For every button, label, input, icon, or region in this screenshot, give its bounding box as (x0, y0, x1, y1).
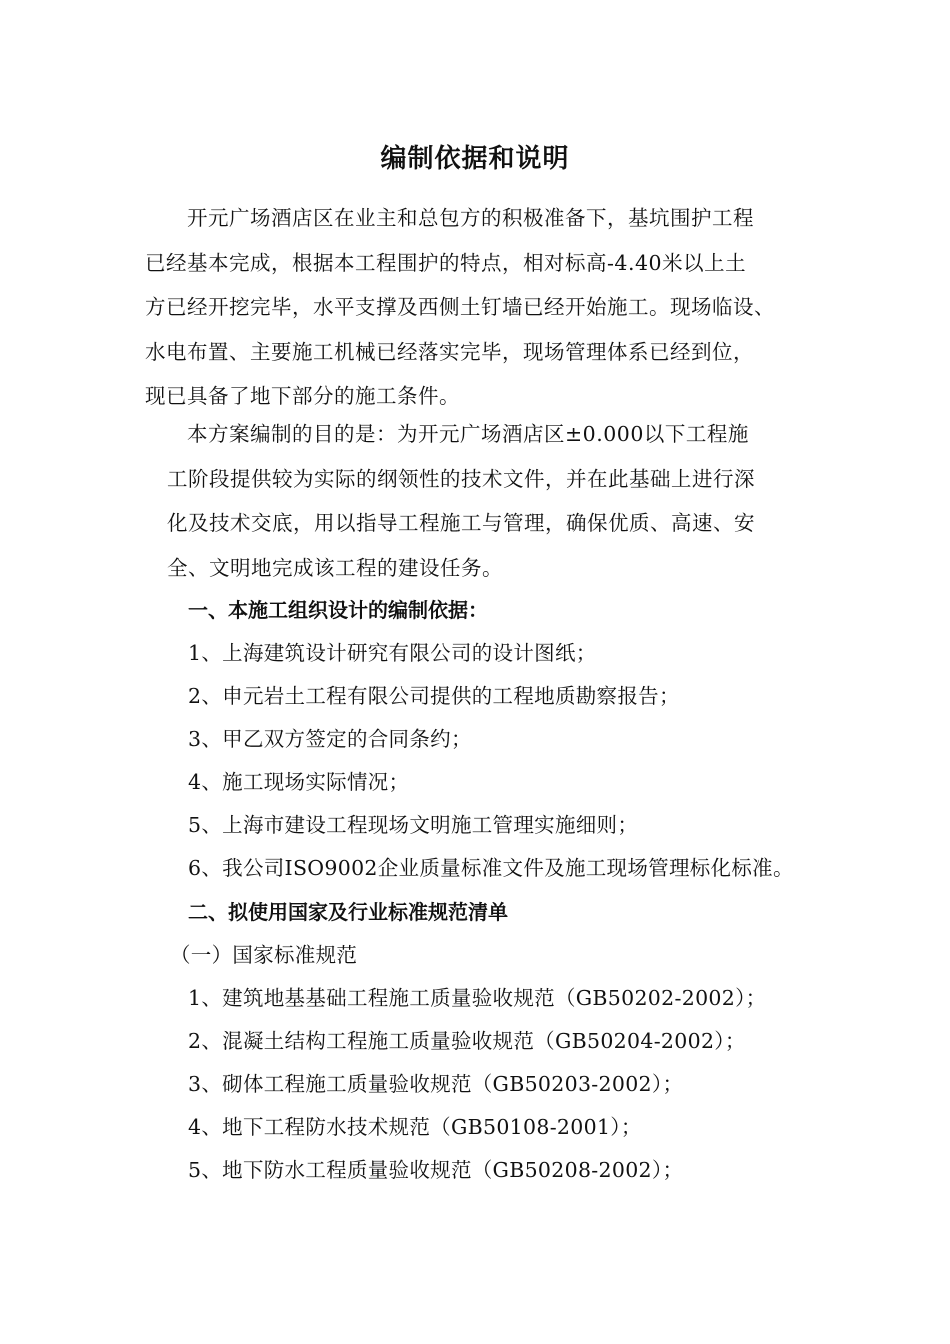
subsection-heading: （一）国家标准规范 (170, 943, 358, 967)
paragraph-line: 化及技术交底，用以指导工程施工与管理，确保优质、高速、安 (167, 511, 755, 535)
list-item: 5、上海市建设工程现场文明施工管理实施细则； (188, 813, 639, 837)
list-item: 2、混凝土结构工程施工质量验收规范（GB50204-2002）； (188, 1029, 746, 1053)
paragraph-line: 全、文明地完成该工程的建设任务。 (167, 555, 503, 580)
list-item: 1、建筑地基基础工程施工质量验收规范（GB50202-2002）； (188, 986, 767, 1010)
paragraph-line: 已经基本完成，根据本工程围护的特点，相对标高-4.40米以上土 (145, 250, 747, 275)
list-item: 2、申元岩土工程有限公司提供的工程地质勘察报告； (188, 684, 680, 708)
page-title: 编制依据和说明 (380, 144, 570, 174)
paragraph-line: 工阶段提供较为实际的纲领性的技术文件，并在此基础上进行深 (167, 466, 755, 491)
section-heading-standards: 二、拟使用国家及行业标准规范清单 (188, 900, 508, 924)
list-item: 3、砌体工程施工质量验收规范（GB50203-2002）； (188, 1072, 684, 1096)
purpose-paragraph (145, 412, 835, 590)
paragraph-line: 方已经开挖完毕，水平支撑及西侧土钉墙已经开始施工。现场临设、 (145, 295, 775, 319)
list-item: 4、施工现场实际情况； (188, 770, 410, 794)
intro-paragraph (145, 196, 835, 419)
list-item: 6、我公司ISO9002企业质量标准文件及施工现场管理标化标准。 (188, 856, 794, 880)
list-item: 1、上海建筑设计研究有限公司的设计图纸； (188, 641, 597, 665)
paragraph-line: 现已具备了地下部分的施工条件。 (145, 384, 460, 408)
list-item: 4、地下工程防水技术规范（GB50108-2001）； (188, 1115, 642, 1139)
section-heading-basis: 一、本施工组织设计的编制依据： (188, 598, 488, 622)
list-item: 5、地下防水工程质量验收规范（GB50208-2002）； (188, 1158, 684, 1182)
list-item: 3、甲乙双方签定的合同条约； (188, 727, 472, 751)
paragraph-line: 水电布置、主要施工机械已经落实完毕，现场管理体系已经到位， (145, 339, 754, 364)
paragraph-line: 开元广场酒店区在业主和总包方的积极准备下，基坑围护工程 (187, 206, 754, 230)
paragraph-line: 本方案编制的目的是：为开元广场酒店区±0.000以下工程施 (187, 422, 749, 446)
